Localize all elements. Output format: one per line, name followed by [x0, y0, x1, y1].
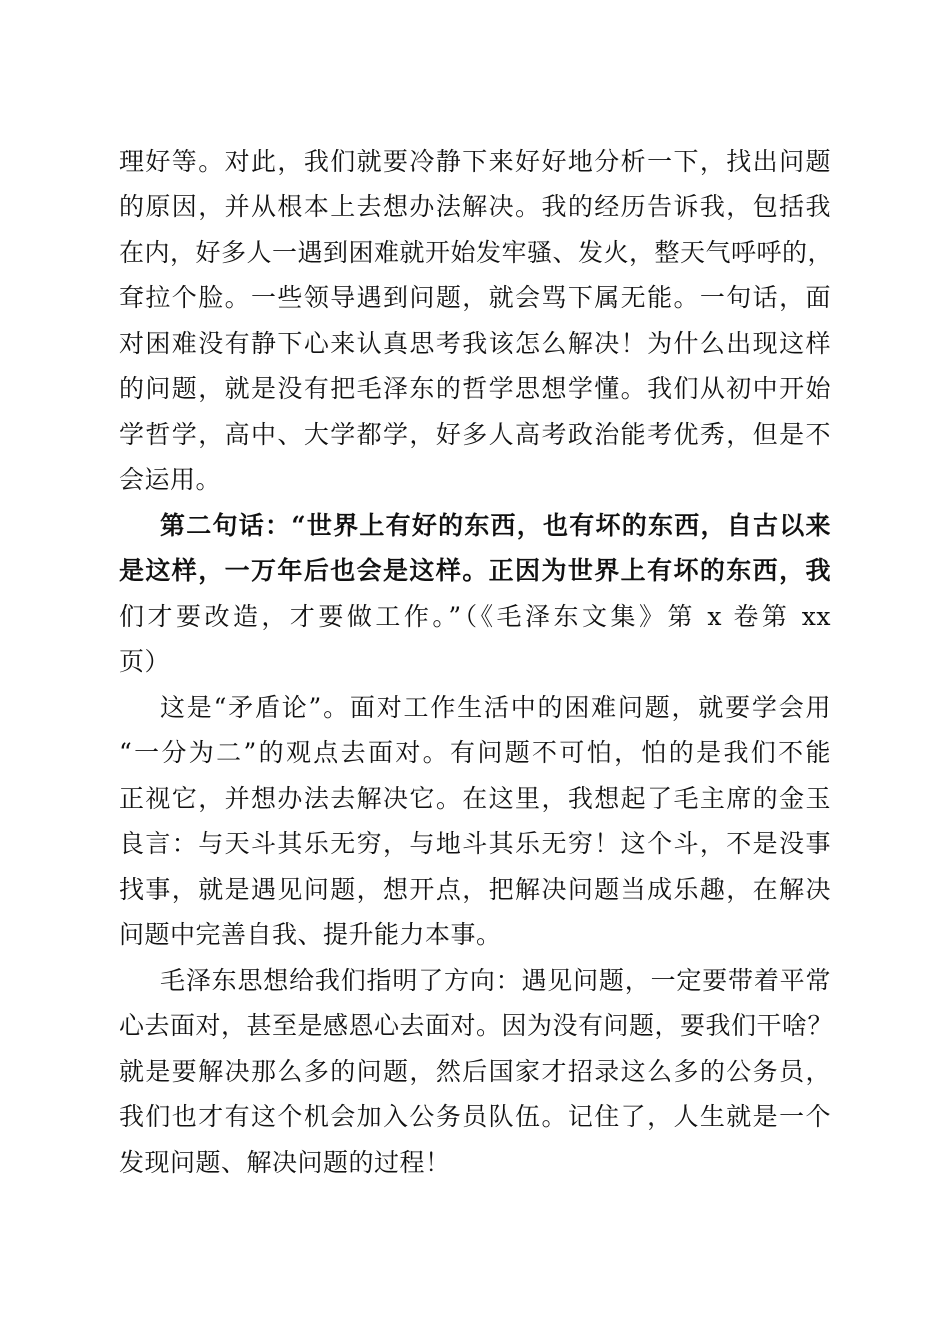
paragraph-2-line-1: 第二句话：“世界上有好的东西，也有坏的东西，自古以来: [160, 511, 831, 540]
paragraph-2-line-2: 是这样，一万年后也会是这样。正因为世界上有坏的东西，我: [119, 556, 831, 585]
paragraph-1-line-7: 学哲学，高中、大学都学，好多人高考政治能考优秀，但是不: [119, 420, 831, 449]
paragraph-4-line-5: 发现问题、解决问题的过程！: [119, 1148, 451, 1177]
paragraph-1-line-5: 对困难没有静下心来认真思考我该怎么解决！为什么出现这样: [119, 329, 831, 358]
paragraph-2-line-4: 页）: [119, 647, 171, 676]
paragraph-1-line-6: 的问题，就是没有把毛泽东的哲学思想学懂。我们从初中开始: [119, 374, 831, 403]
paragraph-1-line-3: 在内，好多人一遇到困难就开始发牢骚、发火，整天气呼呼的，: [119, 238, 834, 267]
paragraph-1-line-2: 的原因，并从根本上去想办法解决。我的经历告诉我，包括我: [119, 192, 831, 221]
paragraph-1-line-8: 会运用。: [119, 465, 222, 494]
paragraph-2-line-3: 们才要改造，才要做工作。”（《毛泽东文集》第 x 卷第 xx: [119, 602, 831, 631]
paragraph-4-line-3: 就是要解决那么多的问题，然后国家才招录这么多的公务员，: [119, 1057, 831, 1086]
paragraph-4-line-2: 心去面对，甚至是感恩心去面对。因为没有问题，要我们干啥？: [119, 1011, 834, 1040]
paragraph-3-line-2: “一分为二”的观点去面对。有问题不可怕，怕的是我们不能: [119, 738, 831, 767]
paragraph-3-line-6: 问题中完善自我、提升能力本事。: [119, 920, 502, 949]
paragraph-4-line-4: 我们也才有这个机会加入公务员队伍。记住了，人生就是一个: [119, 1102, 831, 1131]
paragraph-1-line-4: 耷拉个脸。一些领导遇到问题，就会骂下属无能。一句话，面: [119, 283, 831, 312]
paragraph-3-line-5: 找事，就是遇见问题，想开点，把解决问题当成乐趣，在解决: [119, 875, 831, 904]
paragraph-3-line-1: 这是“矛盾论”。面对工作生活中的困难问题，就要学会用: [160, 693, 831, 722]
paragraph-1-line-1: 理好等。对此，我们就要冷静下来好好地分析一下，找出问题: [119, 147, 831, 176]
paragraph-3-line-4: 良言：与天斗其乐无穷，与地斗其乐无穷！这个斗，不是没事: [119, 829, 831, 858]
paragraph-4-line-1: 毛泽东思想给我们指明了方向：遇见问题，一定要带着平常: [160, 966, 831, 995]
paragraph-3-line-3: 正视它，并想办法去解决它。在这里，我想起了毛主席的金玉: [119, 784, 831, 813]
